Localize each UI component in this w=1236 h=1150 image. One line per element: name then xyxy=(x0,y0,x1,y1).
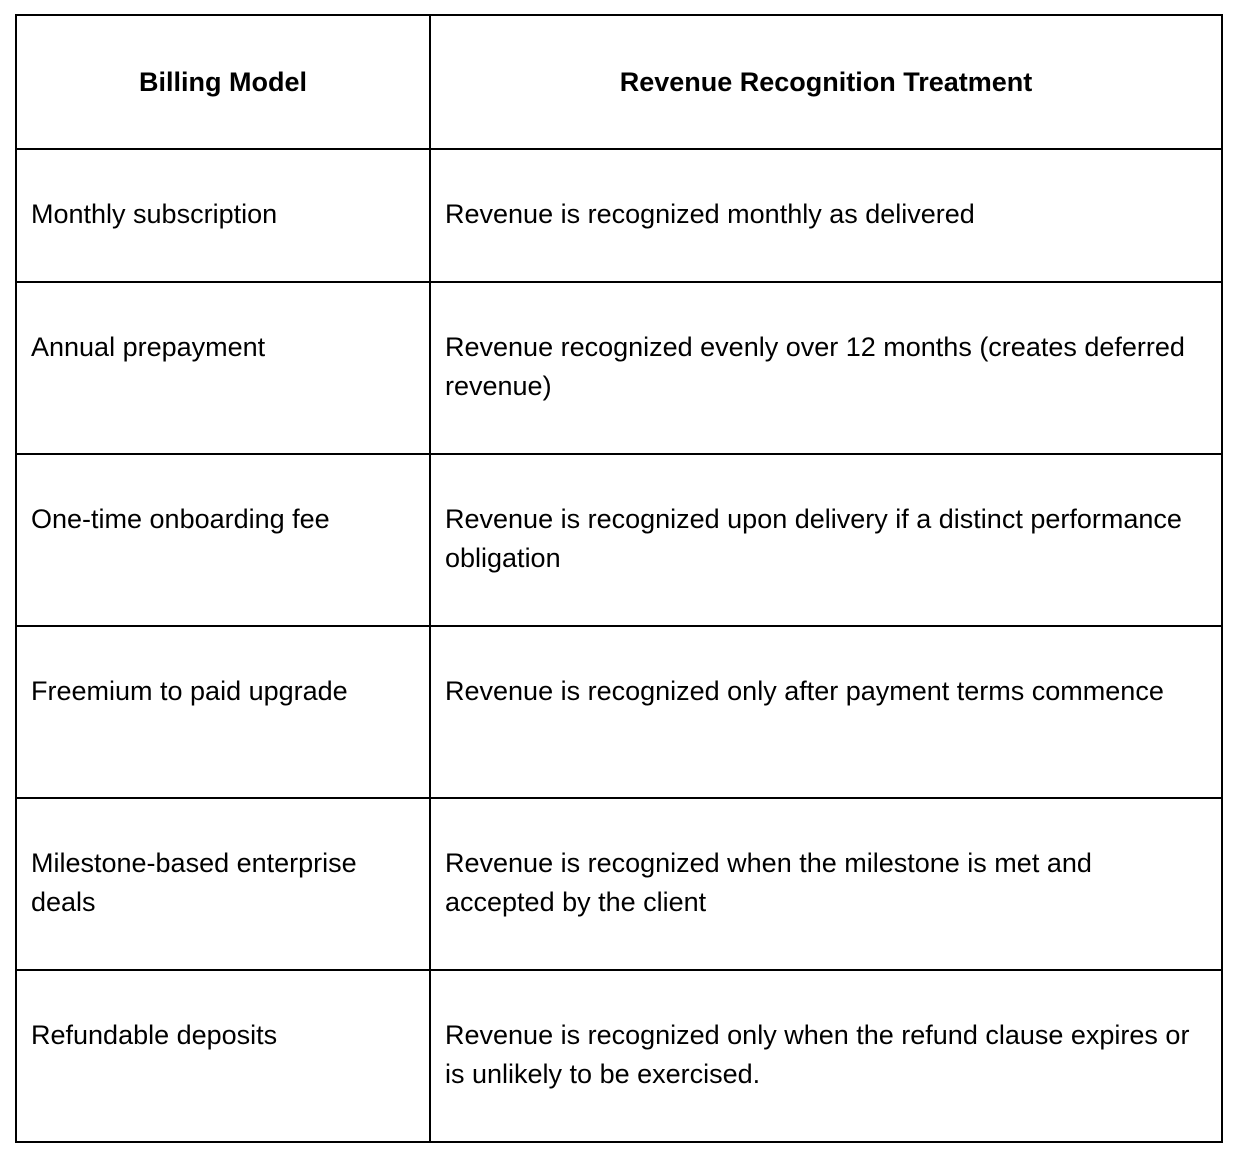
billing-revenue-table xyxy=(15,14,1223,1143)
treatment-cell xyxy=(430,149,1222,282)
billing-model-text: Refundable deposits xyxy=(31,1020,278,1050)
treatment-text: Revenue is recognized upon delivery if a distinct performance obligation xyxy=(445,504,1182,573)
billing-model-text: Annual prepayment xyxy=(31,332,266,362)
header-revenue-recognition-treatment: Revenue Recognition Treatment xyxy=(430,15,1222,149)
treatment-text: Revenue is recognized when the milestone is met and accepted by the client xyxy=(445,848,1092,917)
billing-model-text: Milestone-based enterprise deals xyxy=(31,848,357,917)
table-row xyxy=(16,149,1222,282)
billing-model-cell xyxy=(16,626,430,798)
table-row xyxy=(16,626,1222,798)
billing-model-cell xyxy=(16,282,430,454)
billing-model-cell xyxy=(16,970,430,1142)
table-header-row xyxy=(16,15,1222,149)
treatment-cell xyxy=(430,798,1222,970)
table-row xyxy=(16,454,1222,626)
treatment-cell xyxy=(430,454,1222,626)
treatment-cell xyxy=(430,626,1222,798)
table-row xyxy=(16,282,1222,454)
header-billing-model: Billing Model xyxy=(16,15,430,149)
treatment-text: Revenue is recognized only after payment terms commence xyxy=(445,676,1164,706)
treatment-text: Revenue is recognized only when the refund clause expires or is unlikely to be exercised. xyxy=(445,1020,1190,1089)
treatment-text: Revenue recognized evenly over 12 months (creates deferred revenue) xyxy=(445,332,1185,401)
table-row xyxy=(16,970,1222,1142)
billing-model-text: Monthly subscription xyxy=(31,199,278,229)
billing-model-cell xyxy=(16,454,430,626)
treatment-text: Revenue is recognized monthly as delivered xyxy=(445,199,975,229)
table-row xyxy=(16,798,1222,970)
billing-model-text: One-time onboarding fee xyxy=(31,504,330,534)
treatment-cell xyxy=(430,970,1222,1142)
billing-model-text: Freemium to paid upgrade xyxy=(31,676,348,706)
billing-model-cell xyxy=(16,798,430,970)
billing-model-cell xyxy=(16,149,430,282)
treatment-cell xyxy=(430,282,1222,454)
